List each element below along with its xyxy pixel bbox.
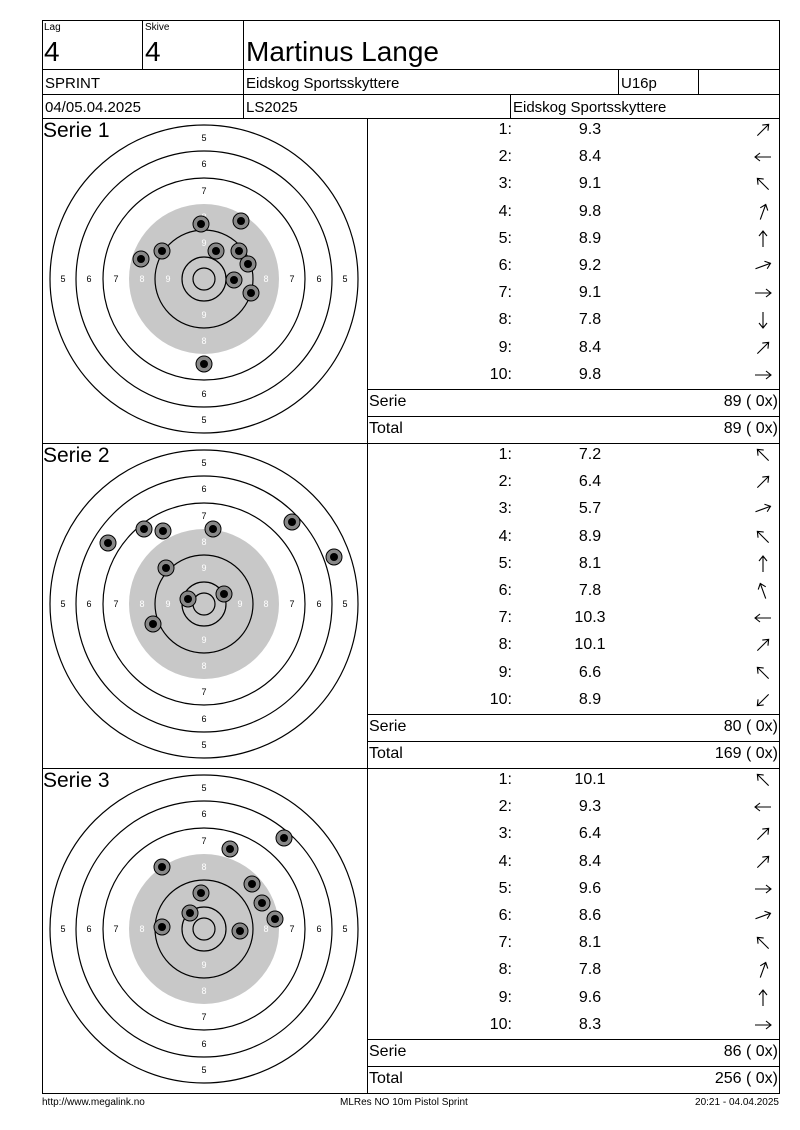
target-face [44, 769, 364, 1089]
shot-number: 7: [498, 284, 512, 302]
shot-row [367, 797, 780, 817]
ring-label: 6 [86, 924, 92, 934]
shot-hole [243, 285, 259, 301]
shot-hole [216, 586, 232, 602]
shot-number: 4: [498, 527, 512, 545]
serie-label: Serie [369, 718, 407, 735]
ring-label: 5 [60, 274, 66, 284]
shot-hole [133, 251, 149, 267]
shot-hole [193, 885, 209, 901]
shot-number: 9: [498, 338, 512, 356]
shot-number: 7: [498, 609, 512, 627]
shot-score: 9.2 [578, 257, 602, 274]
shot-number: 4: [498, 202, 512, 220]
ring-label: 5 [201, 133, 207, 143]
shot-row [367, 608, 780, 628]
shot-row [367, 229, 780, 249]
serie-title: Serie 3 [43, 769, 110, 792]
shot-row [367, 770, 780, 790]
shot-number: 3: [498, 500, 512, 518]
shot-score: 9.3 [578, 121, 602, 138]
direction-arrow-icon [751, 690, 781, 710]
ring-label: 8 [139, 274, 145, 284]
shot-score: 7.8 [578, 311, 602, 329]
shot-number: 2: [498, 148, 512, 166]
ring-label: 7 [201, 687, 207, 697]
shot-number: 1: [498, 446, 512, 463]
date: 04/05.04.2025 [45, 99, 141, 116]
shooter-name: Martinus Lange [246, 36, 440, 67]
class-name: U16p [621, 75, 657, 92]
ring-label: 6 [316, 274, 322, 284]
total-label: Total [369, 745, 403, 762]
ring-label: 5 [342, 599, 348, 609]
ring-label: 8 [201, 661, 207, 671]
shot-row [367, 527, 780, 547]
shot-number: 9: [498, 988, 512, 1006]
direction-arrow-icon [751, 770, 781, 790]
target-face [44, 119, 364, 439]
direction-arrow-icon [751, 906, 781, 926]
shot-number: 8: [498, 961, 512, 979]
shot-hole [182, 905, 198, 921]
shot-score: 9.6 [578, 988, 602, 1006]
serie-label: Serie [369, 393, 407, 410]
direction-arrow-icon [751, 147, 781, 167]
aiming-area [129, 529, 279, 679]
shot-score: 8.4 [578, 852, 602, 870]
ring-label: 8 [139, 924, 145, 934]
shot-score: 7.8 [578, 961, 602, 979]
shot-number: 6: [498, 907, 512, 924]
shot-score: 9.8 [578, 202, 602, 220]
total-score: 169 ( 0x) [714, 745, 778, 762]
shot-number: 6: [498, 582, 512, 599]
footer-program: MLRes NO 10m Pistol Sprint [340, 1097, 468, 1108]
ring-label: 7 [289, 599, 295, 609]
shot-hole [222, 841, 238, 857]
shot-hole [267, 911, 283, 927]
direction-arrow-icon [751, 554, 781, 574]
direction-arrow-icon [751, 365, 781, 385]
direction-arrow-icon [751, 338, 781, 358]
shot-score: 9.6 [578, 879, 602, 897]
skive-value: 4 [145, 36, 161, 67]
competition-code: LS2025 [246, 99, 298, 116]
ring-label: 8 [263, 599, 269, 609]
shot-number: 6: [498, 257, 512, 274]
shot-score: 6.6 [578, 663, 602, 681]
shot-row [367, 310, 780, 330]
ring-label: 7 [113, 924, 119, 934]
shot-number: 9: [498, 663, 512, 681]
lag-label: Lag [44, 22, 61, 33]
shot-score: 10.3 [574, 609, 606, 627]
shot-hole [145, 616, 161, 632]
event-name: SPRINT [45, 75, 101, 92]
shot-hole [276, 830, 292, 846]
ring-label: 7 [201, 511, 207, 521]
club-name: Eidskog Sportsskyttere [246, 75, 400, 92]
shot-score: 10.1 [574, 771, 606, 788]
ring-label: 5 [201, 740, 207, 750]
ring-label: 6 [201, 714, 207, 724]
shot-number: 8: [498, 636, 512, 654]
ring-label: 8 [263, 274, 269, 284]
ring-label: 6 [316, 924, 322, 934]
ring-label: 7 [113, 274, 119, 284]
shot-number: 8: [498, 311, 512, 329]
shot-hole [226, 272, 242, 288]
shot-row [367, 906, 780, 926]
ring-label: 9 [201, 238, 207, 248]
lag-value: 4 [44, 36, 60, 67]
shot-score: 8.9 [578, 527, 602, 545]
shot-number: 3: [498, 825, 512, 843]
ring-label: 9 [237, 599, 243, 609]
shot-score: 7.2 [578, 446, 602, 463]
ring-label: 7 [201, 836, 207, 846]
direction-arrow-icon [751, 472, 781, 492]
shot-hole [180, 591, 196, 607]
skive-label: Skive [145, 22, 170, 33]
shot-score: 8.1 [578, 934, 602, 952]
shot-hole [154, 919, 170, 935]
shot-hole [136, 521, 152, 537]
shot-number: 5: [498, 554, 512, 572]
ring-label: 6 [86, 274, 92, 284]
total-label: Total [369, 420, 403, 437]
ring-label: 7 [289, 274, 295, 284]
ring-label: 6 [201, 484, 207, 494]
ring-label: 5 [201, 458, 207, 468]
shot-row [367, 174, 780, 194]
direction-arrow-icon [751, 310, 781, 330]
shot-row [367, 988, 780, 1008]
shot-score: 7.8 [578, 582, 602, 599]
ring-label: 8 [201, 336, 207, 346]
shot-score: 8.3 [578, 1015, 602, 1033]
ring-label: 9 [201, 563, 207, 573]
shot-score: 6.4 [578, 473, 602, 491]
shot-hole [158, 560, 174, 576]
shot-number: 4: [498, 852, 512, 870]
ring-label: 5 [201, 783, 207, 793]
serie-score: 86 ( 0x) [723, 1043, 778, 1060]
ring-label: 5 [342, 924, 348, 934]
shot-score: 9.1 [578, 175, 602, 193]
shot-row [367, 852, 780, 872]
ring-label: 8 [139, 599, 145, 609]
serie-title: Serie 1 [43, 119, 110, 142]
shot-score: 8.6 [578, 907, 602, 924]
ring-label: 7 [201, 186, 207, 196]
shot-score: 8.9 [578, 690, 602, 708]
direction-arrow-icon [751, 988, 781, 1008]
direction-arrow-icon [751, 824, 781, 844]
ring-label: 8 [201, 537, 207, 547]
ring-label: 8 [201, 986, 207, 996]
ring-label: 9 [201, 635, 207, 645]
ring-label: 8 [263, 924, 269, 934]
shot-score: 9.8 [578, 365, 602, 383]
direction-arrow-icon [751, 202, 781, 222]
direction-arrow-icon [751, 527, 781, 547]
shot-number: 7: [498, 934, 512, 952]
direction-arrow-icon [751, 499, 781, 519]
shot-row [367, 283, 780, 303]
shot-hole [155, 523, 171, 539]
ring-label: 9 [201, 310, 207, 320]
shot-row [367, 202, 780, 222]
shot-score: 8.1 [578, 554, 602, 572]
direction-arrow-icon [751, 635, 781, 655]
direction-arrow-icon [751, 960, 781, 980]
ring-label: 5 [60, 599, 66, 609]
shot-score: 8.4 [578, 148, 602, 166]
shot-row [367, 824, 780, 844]
total-label: Total [369, 1070, 403, 1087]
shot-row [367, 554, 780, 574]
shot-hole [205, 521, 221, 537]
serie-score: 80 ( 0x) [723, 718, 778, 735]
shot-number: 5: [498, 879, 512, 897]
shot-hole [193, 216, 209, 232]
ring-label: 5 [60, 924, 66, 934]
shot-score: 8.9 [578, 229, 602, 247]
shot-row [367, 256, 780, 276]
shot-row [367, 960, 780, 980]
shot-score: 6.4 [578, 825, 602, 843]
direction-arrow-icon [751, 256, 781, 276]
direction-arrow-icon [751, 608, 781, 628]
direction-arrow-icon [751, 797, 781, 817]
ring-label: 7 [113, 599, 119, 609]
ring-label: 6 [201, 809, 207, 819]
shot-hole [254, 895, 270, 911]
footer-url: http://www.megalink.no [42, 1097, 145, 1108]
shot-hole [232, 923, 248, 939]
ring-label: 5 [201, 415, 207, 425]
ring-label: 5 [342, 274, 348, 284]
shot-number: 10: [489, 690, 512, 708]
shot-hole [284, 514, 300, 530]
direction-arrow-icon [751, 852, 781, 872]
total-score: 256 ( 0x) [714, 1070, 778, 1087]
target-face [44, 444, 364, 764]
total-score: 89 ( 0x) [723, 420, 778, 437]
shot-number: 1: [498, 771, 512, 788]
shot-score: 9.1 [578, 284, 602, 302]
ring-label: 7 [201, 1012, 207, 1022]
shot-row [367, 472, 780, 492]
shot-hole [154, 243, 170, 259]
shot-hole [233, 213, 249, 229]
ring-label: 6 [201, 389, 207, 399]
shot-number: 2: [498, 473, 512, 491]
shot-number: 2: [498, 798, 512, 816]
ring-label: 6 [201, 159, 207, 169]
serie-title: Serie 2 [43, 444, 110, 467]
shot-row [367, 879, 780, 899]
shot-row [367, 445, 780, 465]
shot-row [367, 581, 780, 601]
shot-row [367, 499, 780, 519]
ring-label: 6 [316, 599, 322, 609]
shot-row [367, 690, 780, 710]
shot-number: 10: [489, 1015, 512, 1033]
serie-label: Serie [369, 1043, 407, 1060]
direction-arrow-icon [751, 283, 781, 303]
ring-label: 9 [165, 274, 171, 284]
shot-number: 3: [498, 175, 512, 193]
ring-label: 9 [165, 599, 171, 609]
shot-row [367, 147, 780, 167]
direction-arrow-icon [751, 933, 781, 953]
shot-hole [326, 549, 342, 565]
direction-arrow-icon [751, 1015, 781, 1035]
direction-arrow-icon [751, 581, 781, 601]
ring-label: 9 [201, 960, 207, 970]
shot-hole [208, 243, 224, 259]
direction-arrow-icon [751, 120, 781, 140]
organizer: Eidskog Sportsskyttere [513, 99, 667, 116]
shot-row [367, 933, 780, 953]
shot-number: 5: [498, 229, 512, 247]
shot-hole [196, 356, 212, 372]
shot-score: 10.1 [574, 636, 606, 654]
shot-number: 1: [498, 121, 512, 138]
shot-score: 8.4 [578, 338, 602, 356]
footer-timestamp: 20:21 - 04.04.2025 [695, 1097, 779, 1108]
shot-number: 10: [489, 365, 512, 383]
shot-hole [154, 859, 170, 875]
shot-row [367, 663, 780, 683]
shot-hole [240, 256, 256, 272]
direction-arrow-icon [751, 174, 781, 194]
shot-score: 9.3 [578, 798, 602, 816]
ring-label: 6 [201, 1039, 207, 1049]
shot-row [367, 338, 780, 358]
serie-score: 89 ( 0x) [723, 393, 778, 410]
direction-arrow-icon [751, 229, 781, 249]
shot-row [367, 365, 780, 385]
direction-arrow-icon [751, 445, 781, 465]
ring-label: 6 [86, 599, 92, 609]
ring-label: 5 [201, 1065, 207, 1075]
shot-hole [244, 876, 260, 892]
shot-row [367, 120, 780, 140]
shot-row [367, 635, 780, 655]
direction-arrow-icon [751, 879, 781, 899]
shot-row [367, 1015, 780, 1035]
ring-label: 7 [289, 924, 295, 934]
aiming-area [129, 854, 279, 1004]
ring-label: 8 [201, 862, 207, 872]
shot-score: 5.7 [578, 500, 602, 518]
direction-arrow-icon [751, 663, 781, 683]
shot-hole [100, 535, 116, 551]
